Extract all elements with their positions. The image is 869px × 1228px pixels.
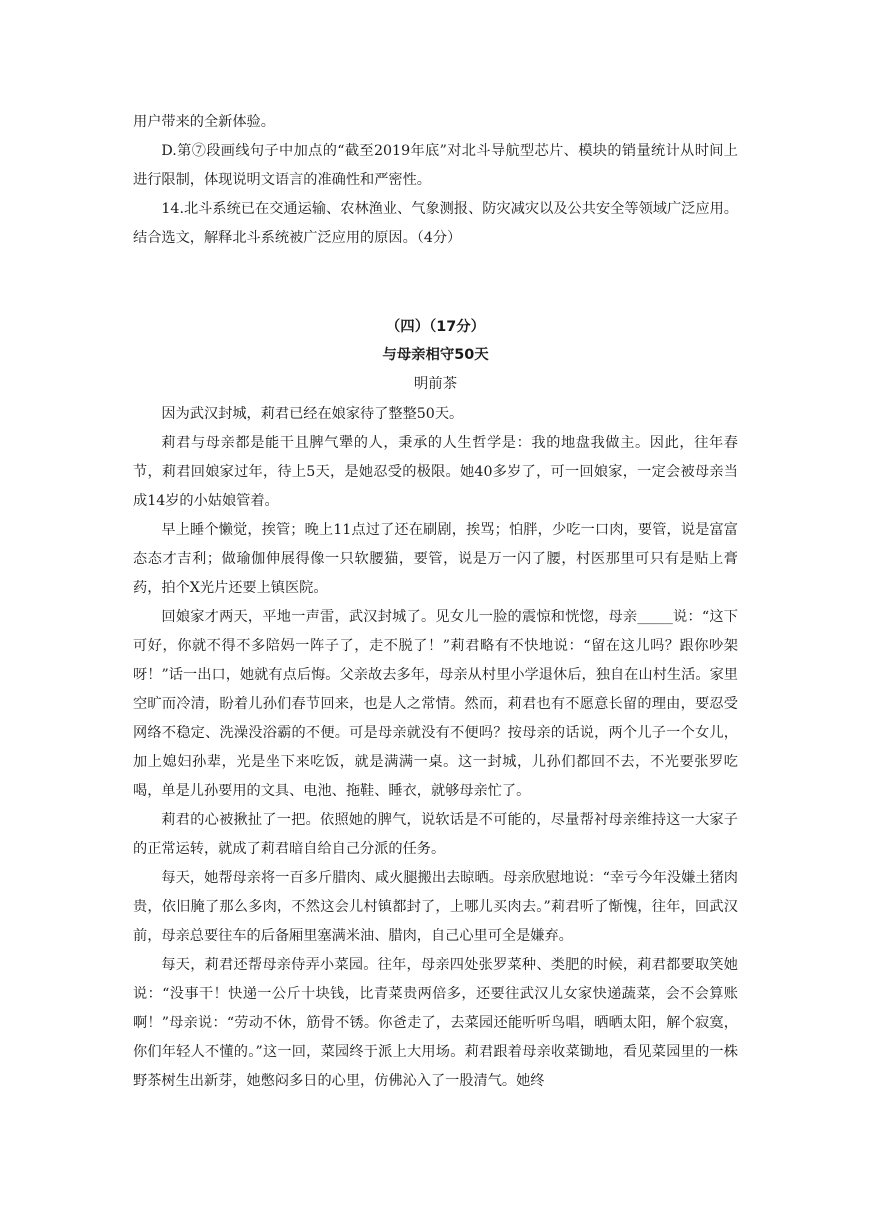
paragraph: 早上睡个懒觉，挨管；晚上11点过了还在刷剧，挨骂；怕胖，少吃一口肉，要管，说是富富态态才吉利；做瑜伽伸展得像一只软腰猫，要管，说是万一闪了腰，村医那里可只有是贴上膏药，拍个X光片还要上镇医院。 bbox=[133, 522, 738, 596]
paragraph: 每天，她帮母亲将一百多斤腊肉、咸火腿搬出去晾晒。母亲欣慰地说：“幸亏今年没嫌土猪肉贵，依旧腌了那么多肉，不然这会儿村镇都封了，上哪儿买肉去。”莉君听了惭愧，往年，回武汉前，母亲总要往车的后备厢里塞满米油、腊肉，自己心里可全是嫌弃。 bbox=[133, 870, 738, 944]
paragraph: 因为武汉封城，莉君已经在娘家待了整整50天。 bbox=[161, 406, 464, 422]
paragraph: 回娘家才两天，平地一声雷，武汉封城了。见女儿一脸的震惊和恍惚，母亲_____说：“这下可好，你就不得不多陪妈一阵子了，走不脱了！”莉君略有不快地说：“留在这儿吗？跟你吵架呀！”话一出口，她就有点后悔。父亲故去多年，母亲从村里小学退休后，独自在山村生活。家里空旷而冷清，盼着儿孙们春节回来，也是人之常情。然而，莉君也有不愿意长留的理由，要忍受网络不稳定、洗澡没浴霸的不便。可是母亲就没有不便吗？按母亲的话说，两个儿子一个女儿，加上媳妇孙辈，光是坐下来吃饭，就是满满一桌。这一封城，儿孙们都回不去，不光要张罗吃喝，单是儿孙要用的文具、电池、拖鞋、睡衣，就够母亲忙了。 bbox=[133, 609, 738, 799]
paragraph: 莉君与母亲都是能干且脾气犟的人，秉承的人生哲学是：我的地盘我做主。因此，往年春节，莉君回娘家过年，待上5天，是她忍受的极限。她40多岁了，可一回娘家，一定会被母亲当成14岁的小姑娘管着。 bbox=[133, 435, 738, 509]
section-number: （四）（17分） bbox=[385, 319, 486, 335]
question-14: 14.北斗系统已在交通运输、农林渔业、气象测报、防灾减灾以及公共安全等领域广泛应用。结合选文，解释北斗系统被广泛应用的原因。（4分） bbox=[133, 201, 738, 246]
previous-question-block bbox=[133, 108, 738, 253]
paragraph: 每天，莉君还帮母亲侍弄小菜园。往年，母亲四处张罗菜种、类肥的时候，莉君都要取笑她说：“没事干！快递一公斤十块钱，比青菜贵两倍多，还要往武汉儿女家快递蔬菜，会不会算账啊！”母亲说：“劳动不休，筋骨不锈。你爸走了，去菜园还能听听鸟唱，晒晒太阳，解个寂寞，你们年轻人不懂的。”这一回，菜园终于派上大用场。莉君跟着母亲收菜锄地，看见菜园里的一株野茶树生出新芽，她憋闷多日的心里，仿佛沁入了一股清气。她终 bbox=[133, 957, 739, 1089]
article-body bbox=[133, 400, 738, 1096]
article-title: 与母亲相守50天 bbox=[382, 347, 489, 363]
text-line: 用户带来的全新体验。 bbox=[133, 114, 275, 130]
option-d: D.第⑦段画线句子中加点的“截至2019年底”对北斗导航型芯片、模块的销量统计从时间上进行限制，体现说明文语言的准确性和严密性。 bbox=[133, 143, 738, 188]
paragraph: 莉君的心被揪扯了一把。依照她的脾气，说软话是不可能的，尽量帮衬母亲维持这一大家子的正常运转，就成了莉君暗自给自己分派的任务。 bbox=[133, 812, 738, 857]
article-author: 明前茶 bbox=[413, 376, 458, 392]
